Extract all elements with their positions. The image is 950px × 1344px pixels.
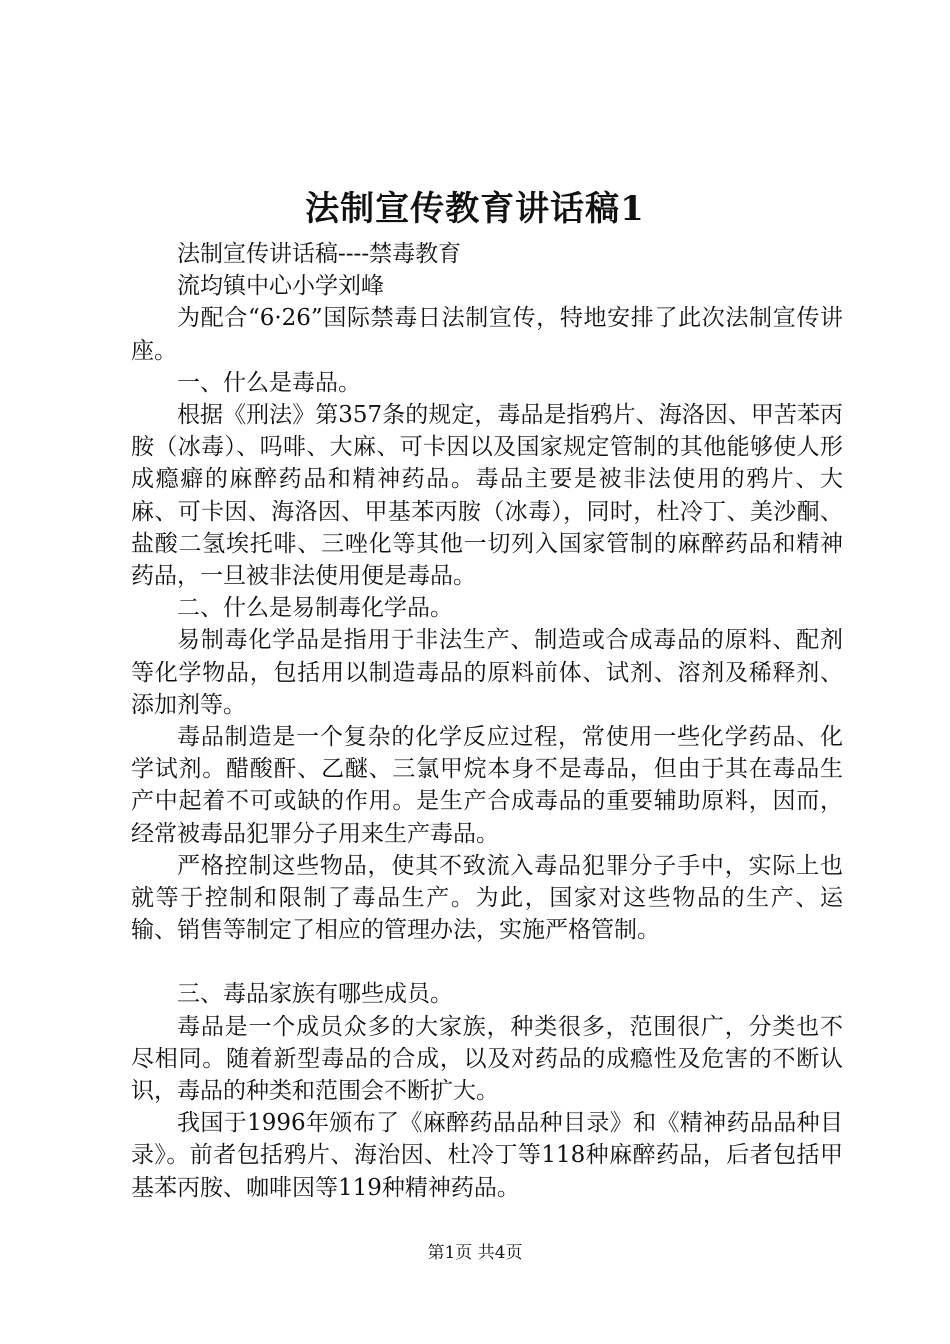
section-heading-3: 三、毒品家族有哪些成员。: [177, 981, 453, 1008]
paragraph-drug-family: 毒品是一个成员众多的大家族，种类很多，范围很广，分类也不尽相同。随着新型毒品的合成，以及对药品的成瘾性及危害的不断认识，毒品的种类和范围会不断扩大。: [131, 1013, 843, 1105]
paragraph-intro: 为配合“6·26”国际禁毒日法制宣传，特地安排了此次法制宣传讲座。: [131, 305, 843, 364]
page-title: 法制宣传教育讲话稿1: [305, 189, 645, 229]
section-heading-2: 二、什么是易制毒化学品。: [177, 595, 453, 622]
paragraph-precursor-definition: 易制毒化学品是指用于非法生产、制造或合成毒品的原料、配剂等化学物品，包括用以制造毒品的原料前体、试剂、溶剂及稀释剂、添加剂等。: [131, 627, 843, 718]
document-body: [131, 238, 843, 1204]
paragraph-author: 流均镇中心小学刘峰: [177, 273, 384, 300]
paragraph-catalog: 我国于1996年颁布了《麻醉药品品种目录》和《精神药品品种目录》。前者包括鸦片、海治因、杜冷丁等118种麻醉药品，后者包括甲基苯丙胺、咖啡因等119种精神药品。: [131, 1110, 843, 1201]
page-footer: 第1页 共4页: [427, 1243, 523, 1263]
paragraph-drug-definition: 根据《刑法》第357条的规定，毒品是指鸦片、海洛因、甲苦苯丙胺（冰毒）、吗啡、大麻、可卡因以及国家规定管制的其他能够使人形成瘾癖的麻醉药品和精神药品。毒品主要是被非法使用的鸦片、大麻、可卡因、海洛因、甲基苯丙胺（冰毒），同时，杜冷丁、美沙酮、盐酸二氢埃托啡、三唑化等其他一切列入国家管制的麻醉药品和精神药品，一旦被非法使用便是毒品。: [131, 402, 843, 590]
paragraph-manufacturing: 毒品制造是一个复杂的化学反应过程，常使用一些化学药品、化学试剂。醋酸酐、乙醚、三氯甲烷本身不是毒品，但由于其在毒品生产中起着不可或缺的作用。是生产合成毒品的重要辅助原料，因而，经常被毒品犯罪分子用来生产毒品。: [131, 724, 843, 847]
section-heading-1: 一、什么是毒品。: [177, 369, 361, 396]
paragraph-subtitle: 法制宣传讲话稿----禁毒教育: [177, 241, 462, 267]
paragraph-control: 严格控制这些物品，使其不致流入毒品犯罪分子手中，实际上也就等于控制和限制了毒品生产。为此，国家对这些物品的生产、运输、销售等制定了相应的管理办法，实施严格管制。: [131, 852, 843, 944]
